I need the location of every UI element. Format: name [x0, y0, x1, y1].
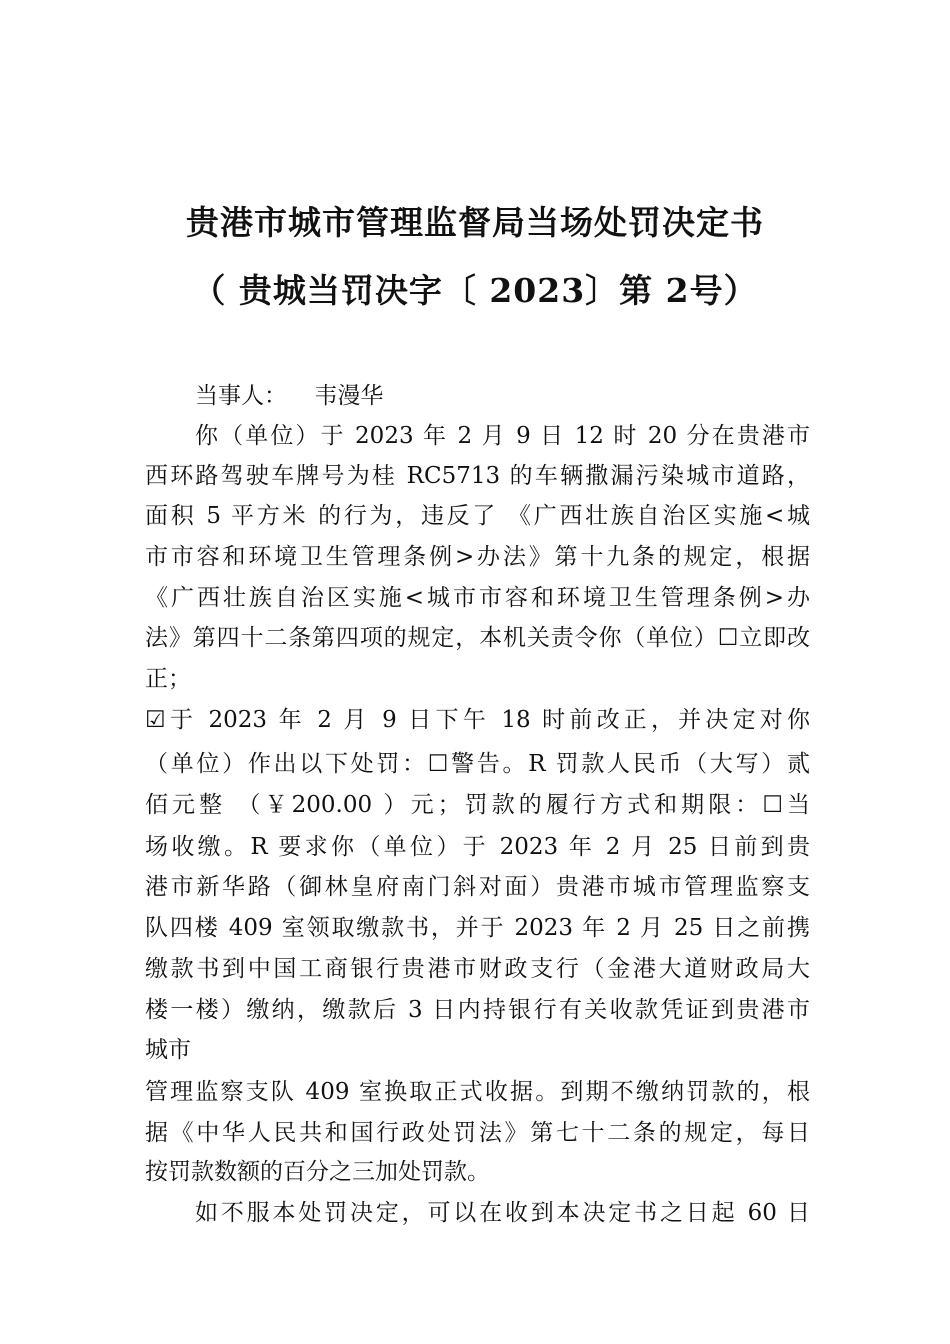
body-line: ☑于 2023 年 2 月 9 日下午 18 时前改正，并决定对你	[145, 707, 810, 733]
body-line: 缴款书到中国工商银行贵港市财政支行（金港大道财政局大	[145, 956, 810, 982]
body-line: 面积 5 平方米 的行为，违反了 《广西壮族自治区实施<城	[145, 503, 810, 529]
body-line: （单位）作出以下处罚：☐警告。R 罚款人民币（大写）贰	[145, 751, 810, 777]
body-line: 佰元整 （￥200.00 ）元；罚款的履行方式和期限：☐当	[145, 792, 810, 818]
body-line: 据《中华人民共和国行政处罚法》第七十二条的规定，每日	[145, 1120, 810, 1146]
document-number: （ 贵城当罚决字〔 2023〕第 2号）	[192, 271, 758, 310]
party-label: 当事人：	[195, 383, 287, 409]
body-line: 队四楼 409 室领取缴款书，并于 2023 年 2 月 25 日之前携	[145, 915, 810, 941]
body-line: 城市	[145, 1037, 191, 1063]
party-name: 韦漫华	[314, 383, 384, 409]
body-line: 楼一楼）缴纳，缴款后 3 日内持银行有关收款凭证到贵港市	[145, 997, 810, 1023]
body-line: 市市容和环境卫生管理条例>办法》第十九条的规定，根据	[145, 544, 810, 570]
body-line: 如不服本处罚决定，可以在收到本决定书之日起 60 日	[195, 1200, 810, 1226]
body-line: 你（单位）于 2023 年 2 月 9 日 12 时 20 分在贵港市	[195, 423, 810, 449]
body-line: 法》第四十二条第四项的规定，本机关责令你（单位）☐立即改	[145, 625, 810, 651]
body-line: 正；	[145, 666, 191, 692]
body-line: 港市新华路（御林皇府南门斜对面）贵港市城市管理监察支	[145, 874, 810, 900]
body-line: 西环路驾驶车牌号为桂 RC5713 的车辆撒漏污染城市道路，	[145, 463, 810, 489]
body-line: 管理监察支队 409 室换取正式收据。到期不缴纳罚款的，根	[145, 1079, 810, 1105]
body-line: 《广西壮族自治区实施<城市市容和环境卫生管理条例>办	[145, 585, 810, 611]
body-line: 场收缴。R 要求你（单位）于 2023 年 2 月 25 日前到贵	[145, 834, 810, 860]
body-line: 按罚款数额的百分之三加处罚款。	[145, 1159, 490, 1185]
party-line	[195, 381, 860, 411]
document-title: 贵港市城市管理监督局当场处罚决定书	[186, 203, 764, 242]
